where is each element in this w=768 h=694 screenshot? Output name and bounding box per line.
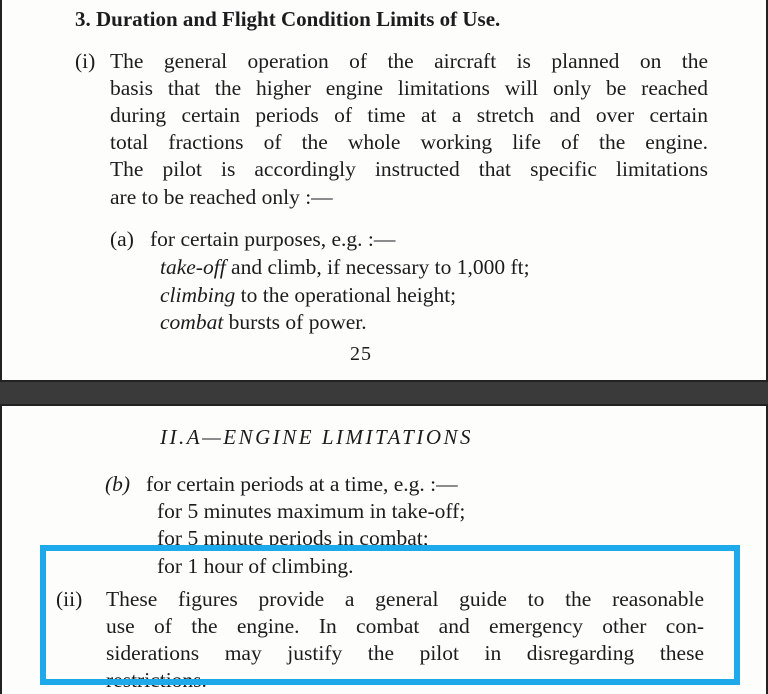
example-emphasis: combat [160, 310, 224, 334]
para-ii-line-2: use of the engine. In combat and emergency other con- [106, 614, 704, 638]
para-i-line-4: total fractions of the whole working life of the engine. [110, 130, 708, 154]
item-a-marker: (a) [110, 227, 134, 251]
item-b-example-1: for 5 minutes maximum in take-off; [157, 499, 466, 523]
item-b-example-2: for 5 minute periods in combat; [157, 526, 429, 550]
page-gutter [0, 382, 768, 404]
para-i-line-5: The pilot is accordingly instructed that specific limitations [110, 157, 708, 181]
para-i-marker: (i) [75, 49, 96, 73]
item-b-text: for certain periods at a time, e.g. :— [146, 472, 458, 496]
running-head: II.A—ENGINE LIMITATIONS [160, 425, 473, 449]
para-i-line-2: basis that the higher engine limitations will only be reached [110, 76, 708, 100]
page-number: 25 [350, 343, 372, 365]
para-ii-marker: (ii) [56, 587, 83, 611]
para-i-line-6: are to be reached only :— [110, 185, 333, 209]
para-ii-line-3: siderations may justify the pilot in disregarding these [106, 641, 704, 665]
highlight-box [40, 545, 740, 685]
section-heading: 3. Duration and Flight Condition Limits of Use. [75, 7, 501, 31]
item-a-text: for certain purposes, e.g. :— [150, 227, 396, 251]
item-b-example-3: for 1 hour of climbing. [157, 554, 354, 578]
para-i-line-3: during certain periods of time at a stretch and over certain [110, 103, 708, 127]
example-text: to the operational height; [235, 283, 457, 307]
item-b-marker [105, 471, 130, 497]
item-a-example-1 [160, 254, 530, 280]
item-b-marker-text: (b) [105, 472, 131, 496]
example-emphasis: climbing [160, 283, 236, 307]
item-a-example-3 [160, 309, 367, 335]
item-a-example-2 [160, 282, 456, 308]
example-text: and climb, if necessary to 1,000 ft; [225, 255, 530, 279]
para-i-line-1: The general operation of the aircraft is planned on the [110, 49, 708, 73]
para-ii-line-4: restrictions. [106, 668, 207, 692]
example-text: bursts of power. [223, 310, 367, 334]
example-emphasis: take-off [160, 255, 226, 279]
para-ii-line-1: These figures provide a general guide to the reasonable [106, 587, 704, 611]
